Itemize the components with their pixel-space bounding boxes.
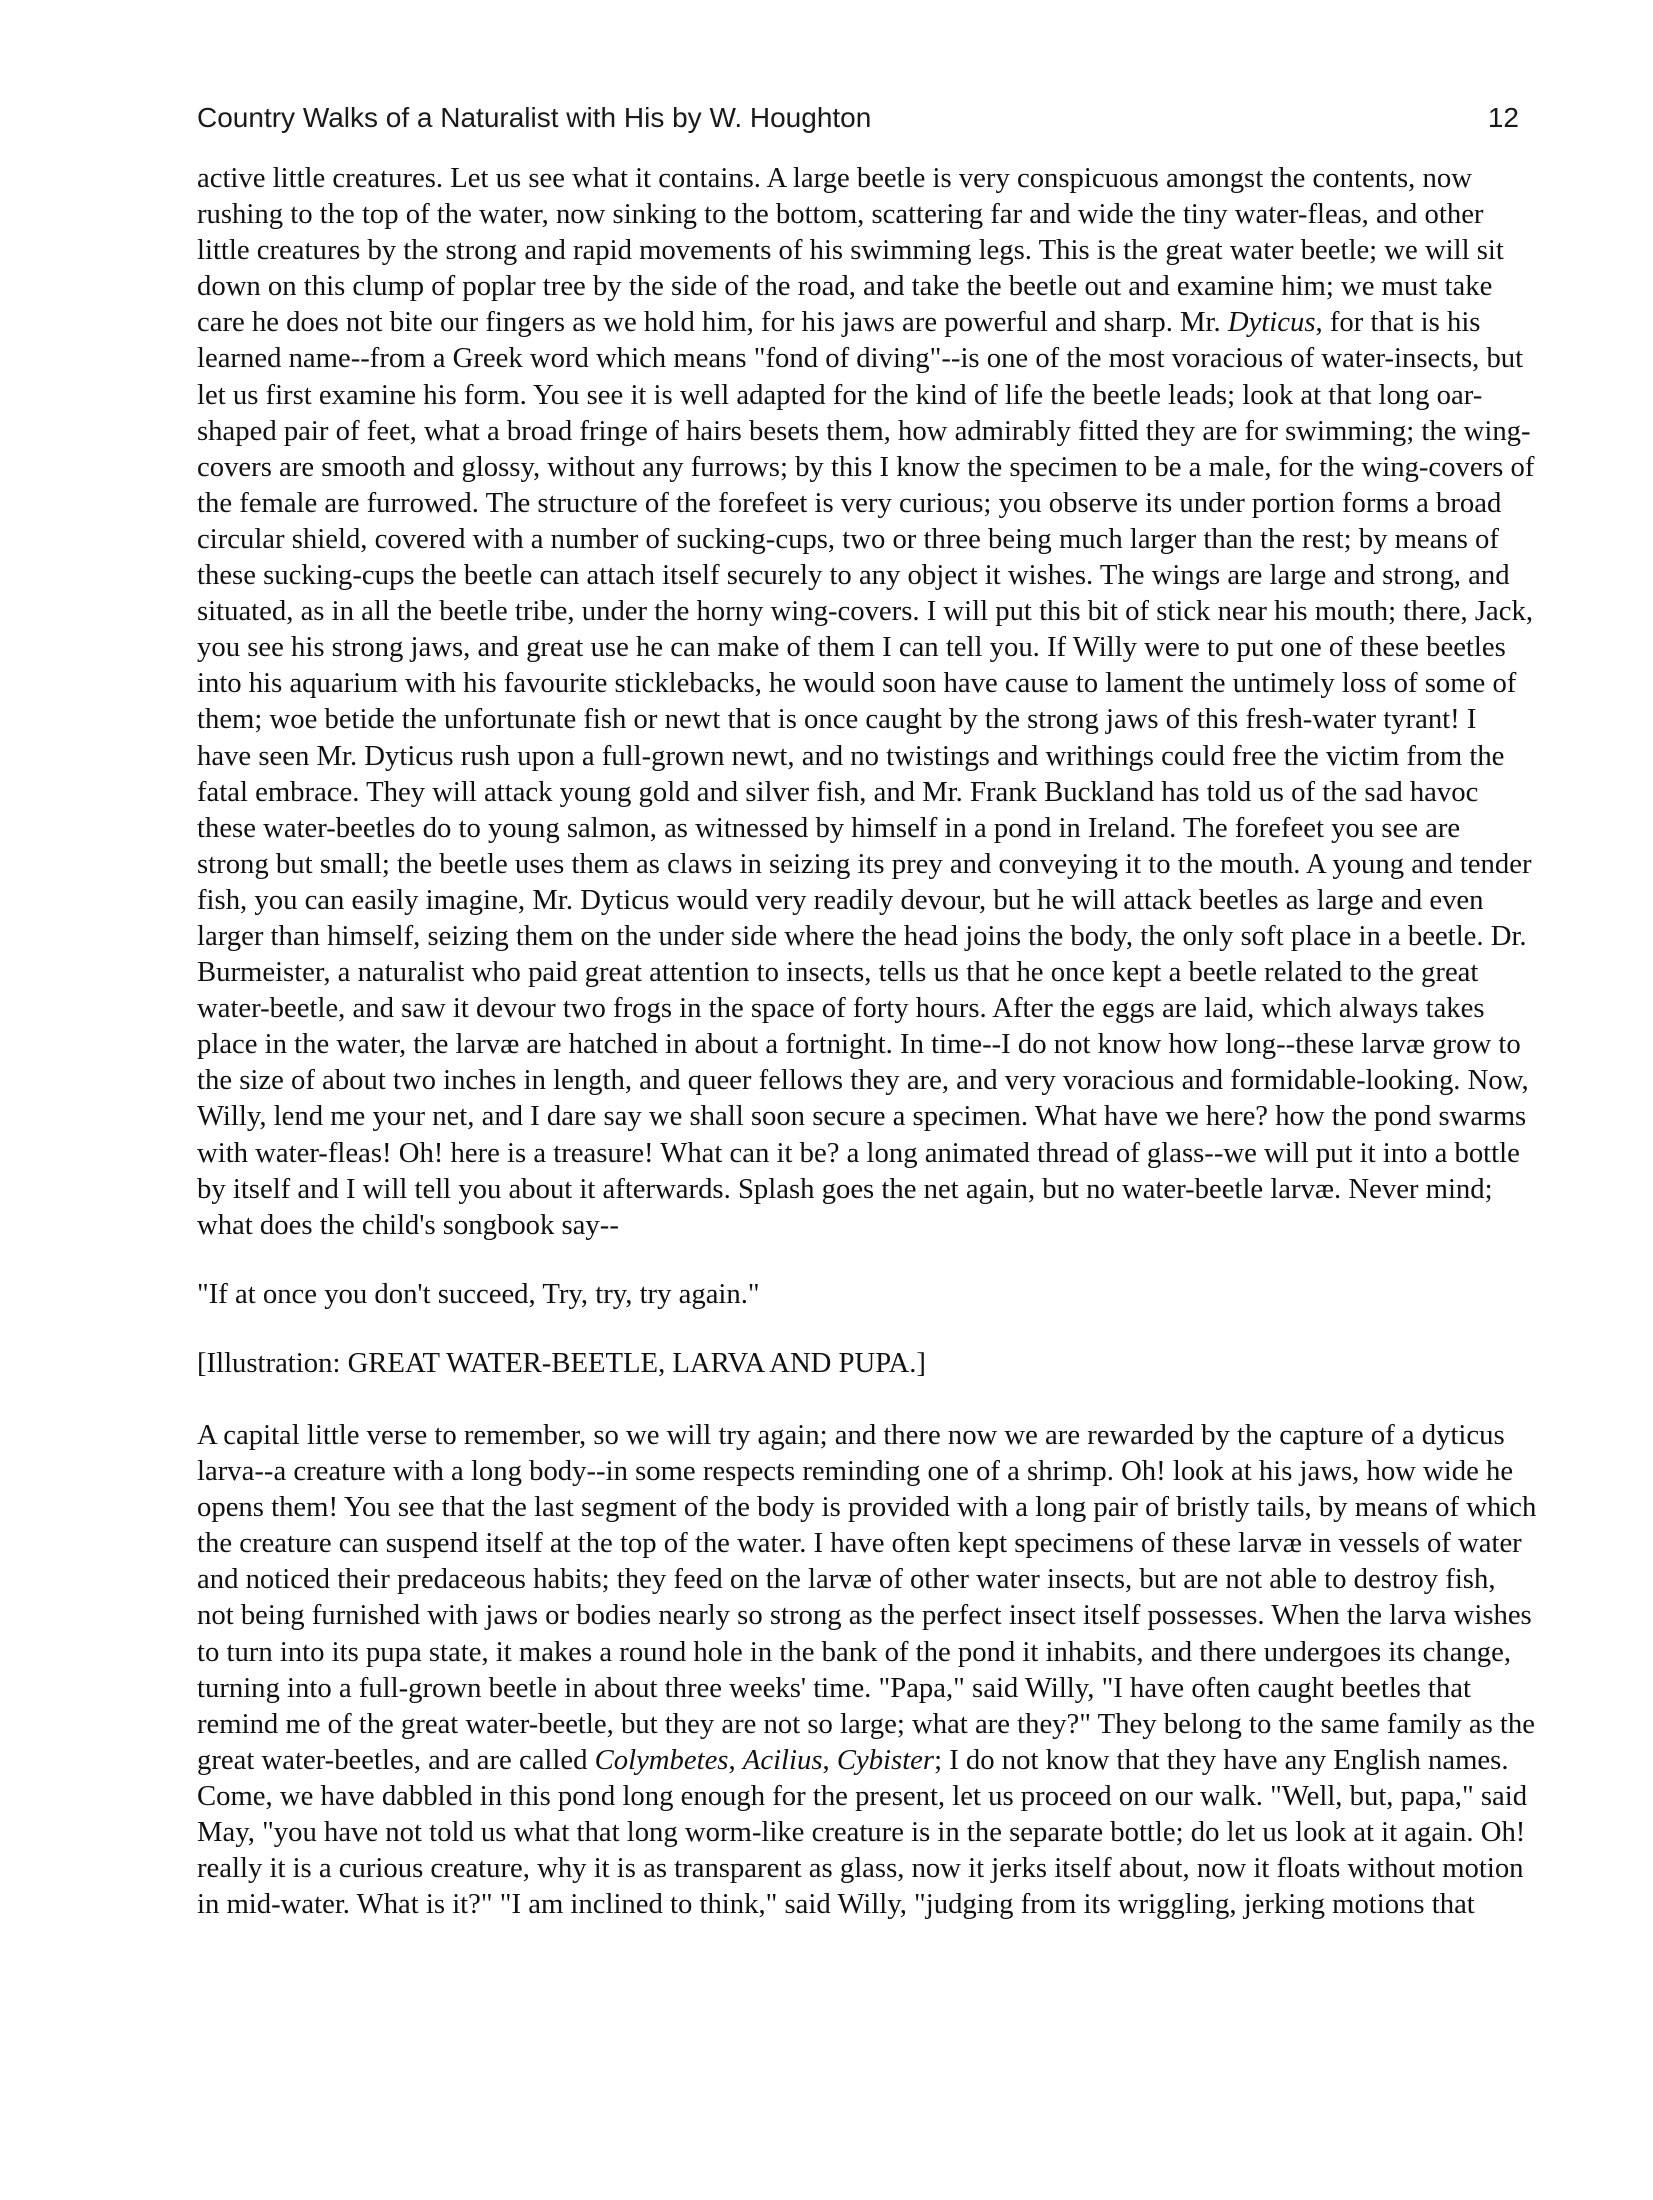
running-title: Country Walks of a Naturalist with His by W. Houghton	[197, 102, 872, 133]
text-run: [Illustration: GREAT WATER-BEETLE, LARVA AND PUPA.]	[197, 1346, 926, 1379]
text-run: , for that is his learned name--from a Greek word which means "fond of diving"--is one of the most voracious of water-insects, but let us first examine his form. You see it is well adapted for the kind of life the beetle leads; look at that long oar-shaped pair of feet, what a broad fringe of hairs besets them, how admirably fitted they are for swimming; the wing-covers are smooth and glossy, without any furrows; by this I know the specimen to be a male, for the wing-covers of the female are furrowed. The structure of the forefeet is very curious; you observe its under portion forms a broad circular shield, covered with a number of sucking-cups, two or three being much larger than the rest; by means of these sucking-cups the beetle can attach itself securely to any object it wishes. The wings are large and strong, and situated, as in all the beetle tribe, under the horny wing-covers. I will put this bit of stick near his mouth; there, Jack, you see his strong jaws, and great use he can make of them I can tell you. If Willy were to put one of these beetles into his aquarium with his favourite sticklebacks, he would soon have cause to lament the untimely loss of some of them; woe betide the unfortunate fish or newt that is once caught by the strong jaws of this fresh-water tyrant! I have seen Mr. Dyticus rush upon a full-grown newt, and no twistings and writhings could free the victim from the fatal embrace. They will attack young gold and silver fish, and Mr. Frank Buckland has told us of the sad havoc these water-beetles do to young salmon, as witnessed by himself in a pond in Ireland. The forefeet you see are strong but small; the beetle uses them as claws in seizing its prey and conveying it to the mouth. A young and tender fish, you can easily imagine, Mr. Dyticus would very readily devour, but he will attack beetles as large and even larger than himself, seizing them on the under side where the head joins the body, the only soft place in a beetle. Dr. Burmeister, a naturalist who paid great attention to insects, tells us that he once kept a beetle related to the great water-beetle, and saw it devour two frogs in the space of forty hours. After the eggs are laid, which always takes place in the water, the larvæ are hatched in about a fortnight. In time--I do not know how long--these larvæ grow to the size of about two inches in length, and queer fellows they are, and very voracious and formidable-looking. Now, Willy, lend me your net, and I dare say we shall soon secure a specimen. What have we here? how the pond swarms with water-fleas! Oh! here is a treasure! What can it be? a long animated thread of glass--we will put it into a bottle by itself and I will tell you about it afterwards. Splash goes the net again, but no water-beetle larvæ. Never mind; what does the child's songbook say--	[197, 306, 1535, 1241]
italic-text-run: Acilius	[742, 1743, 823, 1776]
page-body	[197, 160, 1537, 1922]
italic-text-run: Colymbetes	[594, 1743, 729, 1776]
paragraph	[197, 160, 1537, 1243]
page-number: 12	[1487, 102, 1519, 133]
italic-text-run: Cybister	[836, 1743, 935, 1776]
verse-quote	[197, 1276, 1537, 1312]
italic-text-run: Dyticus	[1227, 306, 1316, 339]
text-run: "If at once you don't succeed, Try, try, try again."	[197, 1277, 760, 1310]
paragraph	[197, 1417, 1537, 1922]
text-run: active little creatures. Let us see what it contains. A large beetle is very conspicuous amongst the contents, now rushing to the top of the water, now sinking to the bottom, scattering far and wide the tiny water-fleas, and other little creatures by the strong and rapid movements of his swimming legs. This is the great water beetle; we will sit down on this clump of poplar tree by the side of the road, and take the beetle out and examine him; we must take care he does not bite our fingers as we hold him, for his jaws are powerful and sharp. Mr.	[197, 162, 1504, 339]
text-run: A capital little verse to remember, so we will try again; and there now we are rewarded by the capture of a dyticus larva--a creature with a long body--in some respects reminding one of a shrimp. Oh! look at his jaws, how wide he opens them! You see that the last segment of the body is provided with a long pair of bristly tails, by means of which the creature can suspend itself at the top of the water. I have often kept specimens of these larvæ in vessels of water and noticed their predaceous habits; they feed on the larvæ of other water insects, but are not able to destroy fish, not being furnished with jaws or bodies nearly so strong as the perfect insect itself possesses. When the larva wishes to turn into its pupa state, it makes a round hole in the bank of the pond it inhabits, and there undergoes its change, turning into a full-grown beetle in about three weeks' time. "Papa," said Willy, "I have often caught beetles that remind me of the great water-beetle, but they are not so large; what are they?" They belong to the same family as the great water-beetles, and are called	[197, 1419, 1537, 1776]
page-header	[197, 102, 1519, 142]
text-run: ; I do not know that they have any English names. Come, we have dabbled in this pond long enough for the present, let us proceed on our walk. "Well, but, papa," said May, "you have not told us what that long worm-like creature is in the separate bottle; do let us look at it again. Oh! really it is a curious creature, why it is as transparent as glass, now it jerks itself about, now it floats without motion in mid-water. What is it?" "I am inclined to think," said Willy, "judging from its wriggling, jerking motions that	[197, 1743, 1528, 1921]
illustration-caption	[197, 1345, 1537, 1381]
text-run: ,	[728, 1743, 743, 1776]
text-run: ,	[822, 1743, 837, 1776]
